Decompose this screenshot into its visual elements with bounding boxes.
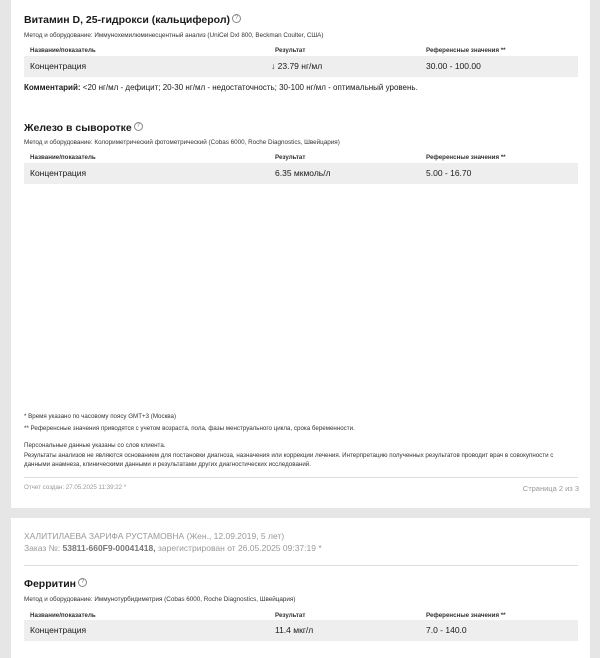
report-created: Отчет создан: 27.05.2025 11:39:22 * [24, 484, 127, 491]
help-icon[interactable]: ? [134, 122, 143, 131]
table-row [24, 56, 578, 77]
help-icon[interactable]: ? [232, 14, 241, 23]
low-arrow-icon: ↓ [271, 61, 276, 71]
col-name-header: Название/показатель [30, 612, 96, 619]
col-result-header: Результат [275, 154, 306, 161]
row-result: ↓ 23.79 нг/мл [271, 61, 323, 71]
report-page-3 [11, 518, 590, 658]
vitamin-d-comment: Комментарий: <20 нг/мл - дефицит; 20-30 нг/мл - недостаточность; 30-100 нг/мл - оптимальный уровень. [24, 83, 418, 92]
row-ref: 30.00 - 100.00 [426, 61, 481, 71]
patient-info: ХАЛИТИЛАЕВА ЗАРИФА РУСТАМОВНА (Жен., 12.09.2019, 5 лет) [24, 531, 285, 541]
col-result-header: Результат [275, 47, 306, 54]
footnote-time: * Время указано по часовому поясу GMT+3 (Москва) [24, 413, 177, 420]
row-name: Концентрация [30, 625, 87, 635]
col-name-header: Название/показатель [30, 154, 96, 161]
footnote-disclaimer: Результаты анализов не являются основанием для постановки диагноза, назначения или коррекции лечения. Интерпретацию полученных результатов проводит врач в совокупности с данными анамнеза, клиническими данными и результатами других диагностических исследований. [24, 452, 554, 468]
vitamin-d-title: Витамин D, 25-гидрокси (кальциферол) ? [24, 14, 241, 26]
row-name: Концентрация [30, 168, 87, 178]
iron-title: Железо в сыворотке ? [24, 122, 143, 134]
vitamin-d-method: Метод и оборудование: Иммунохемилюминесцентный анализ (UniCel DxI 800, Beckman Coulter, США) [24, 32, 324, 39]
page-number: Страница 2 из 3 [522, 484, 579, 493]
report-page-2 [11, 0, 590, 508]
col-name-header: Название/показатель [30, 47, 96, 54]
footnote-personal: Персональные данные указаны со слов клиента. [24, 442, 166, 449]
row-result: 11.4 мкг/л [275, 625, 314, 635]
col-ref-header: Референсные значения ** [426, 154, 506, 161]
header-divider [24, 565, 578, 566]
help-icon[interactable]: ? [78, 578, 87, 587]
table-row [24, 620, 578, 641]
row-result: 6.35 мкмоль/л [275, 168, 331, 178]
row-ref: 7.0 - 140.0 [426, 625, 467, 635]
row-name: Концентрация [30, 61, 87, 71]
order-info: Заказ №: 53811-660F9-00041418, зарегистрирован от 26.05.2025 09:37:19 * [24, 543, 322, 553]
iron-method: Метод и оборудование: Колориметрический фотометрический (Cobas 6000, Roche Diagnostics, Швейцария) [24, 139, 340, 146]
col-ref-header: Референсные значения ** [426, 612, 506, 619]
ferritin-method: Метод и оборудование: Иммунотурбидиметрия (Cobas 6000, Roche Diagnostics, Швейцария) [24, 596, 296, 603]
table-row [24, 163, 578, 184]
footnote-ref: ** Референсные значения приводятся с учетом возраста, пола, фазы менструального цикла, срока беременности. [24, 425, 355, 432]
order-number: 53811-660F9-00041418, [62, 543, 156, 553]
col-result-header: Результат [275, 612, 306, 619]
ferritin-title: Ферритин ? [24, 578, 87, 590]
col-ref-header: Референсные значения ** [426, 47, 506, 54]
footer-divider [24, 477, 578, 478]
row-ref: 5.00 - 16.70 [426, 168, 472, 178]
